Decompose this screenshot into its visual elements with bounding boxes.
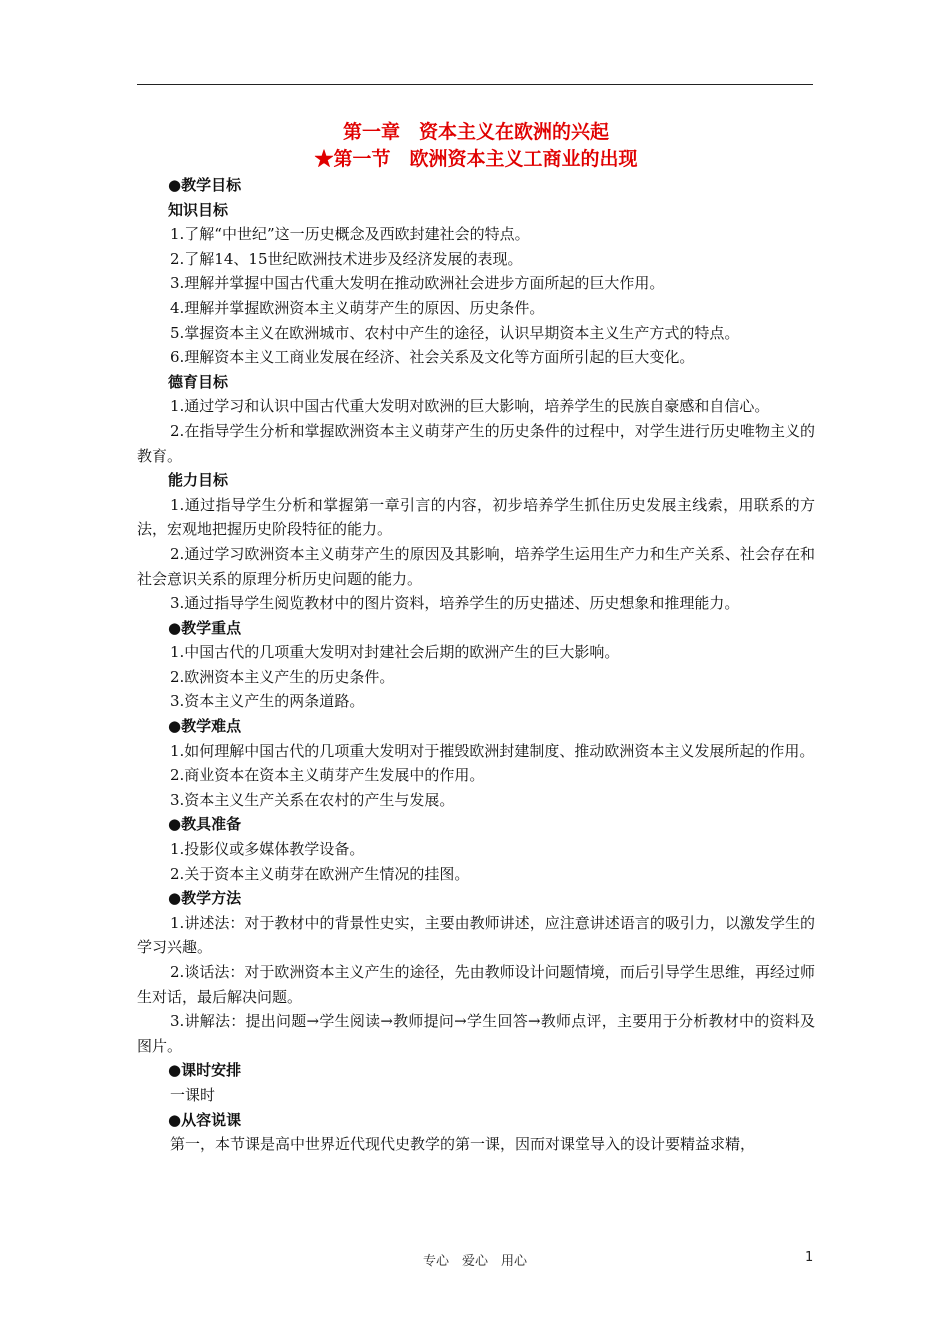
difficulty-item: 1.如何理解中国古代的几项重大发明对于摧毁欧洲封建制度、推动欧洲资本主义发展所起的作用。 xyxy=(170,741,815,760)
difficulties-heading: ●教学难点 xyxy=(168,717,242,736)
moral-goals-heading: 德育目标 xyxy=(168,372,229,391)
lesson-talk-heading: ●从容说课 xyxy=(168,1110,242,1129)
key-point-item: 3.资本主义产生的两条道路。 xyxy=(170,692,365,711)
methods-heading: ●教学方法 xyxy=(168,889,242,908)
footer-motto: 专心 爱心 用心 xyxy=(422,1254,527,1269)
chapter-title: 第一章 资本主义在欧洲的兴起 xyxy=(342,121,609,143)
knowledge-goal-item: 1.了解“中世纪”这一历史概念及西欧封建社会的特点。 xyxy=(170,225,530,244)
tools-heading: ●教具准备 xyxy=(168,815,242,834)
ability-goal-item: 3.通过指导学生阅览教材中的图片资料，培养学生的历史描述、历史想象和推理能力。 xyxy=(170,594,740,613)
knowledge-goals-heading: 知识目标 xyxy=(168,200,229,219)
difficulty-item: 3.资本主义生产关系在农村的产生与发展。 xyxy=(170,790,455,809)
moral-goal-item: 1.通过学习和认识中国古代重大发明对欧洲的巨大影响，培养学生的民族自豪感和自信心。 xyxy=(170,397,770,416)
goals-heading: ●教学目标 xyxy=(168,176,242,194)
ability-goals-heading: 能力目标 xyxy=(168,471,229,490)
document-body xyxy=(137,119,815,1157)
difficulty-item: 2.商业资本在资本主义萌芽产生发展中的作用。 xyxy=(170,766,485,785)
tool-item: 1.投影仪或多媒体教学设备。 xyxy=(170,840,365,859)
schedule-heading: ●课时安排 xyxy=(168,1061,242,1080)
ability-goal-item: 1.通过指导学生分析和掌握第一章引言的内容，初步培养学生抓住历史发展主线索，用联系的方法，宏观地把握历史阶段特征的能力。 xyxy=(137,495,815,539)
knowledge-goal-item: 4.理解并掌握欧洲资本主义萌芽产生的原因、历史条件。 xyxy=(170,298,545,317)
tool-item: 2.关于资本主义萌芽在欧洲产生情况的挂图。 xyxy=(170,864,470,883)
knowledge-goal-item: 3.理解并掌握中国古代重大发明在推动欧洲社会进步方面所起的巨大作用。 xyxy=(170,274,665,293)
schedule-text: 一课时 xyxy=(170,1085,216,1104)
method-item: 3.讲解法：提出问题→学生阅读→教师提问→学生回答→教师点评，主要用于分析教材中的资料及图片。 xyxy=(137,1012,815,1055)
key-point-item: 2.欧洲资本主义产生的历史条件。 xyxy=(170,667,395,686)
moral-goal-item: 2.在指导学生分析和掌握欧洲资本主义萌芽产生的历史条件的过程中，对学生进行历史唯物主义的教育。 xyxy=(137,421,815,465)
key-point-item: 1.中国古代的几项重大发明对封建社会后期的欧洲产生的巨大影响。 xyxy=(170,643,620,662)
lesson-talk-text: 第一，本节课是高中世界近代现代史教学的第一课，因而对课堂导入的设计要精益求精， xyxy=(170,1135,756,1154)
knowledge-goal-item: 5.掌握资本主义在欧洲城市、农村中产生的途径，认识早期资本主义生产方式的特点。 xyxy=(170,323,740,342)
header-rule xyxy=(137,84,813,85)
ability-goal-item: 2.通过学习欧洲资本主义萌芽产生的原因及其影响，培养学生运用生产力和生产关系、社会存在和社会意识关系的原理分析历史问题的能力。 xyxy=(137,544,815,588)
method-item: 2.谈话法：对于欧洲资本主义产生的途径，先由教师设计问题情境，而后引导学生思维，再经过师生对话，最后解决问题。 xyxy=(137,963,815,1006)
key-points-heading: ●教学重点 xyxy=(168,618,242,637)
method-item: 1.讲述法：对于教材中的背景性史实，主要由教师讲述，应注意讲述语言的吸引力，以激发学生的学习兴趣。 xyxy=(137,913,815,957)
knowledge-goal-item: 2.了解14、15世纪欧洲技术进步及经济发展的表现。 xyxy=(170,249,523,268)
knowledge-goal-item: 6.理解资本主义工商业发展在经济、社会关系及文化等方面所引起的巨大变化。 xyxy=(170,348,695,367)
section-title: ★第一节 欧洲资本主义工商业的出现 xyxy=(314,148,638,170)
page-number: 1 xyxy=(805,1250,814,1265)
